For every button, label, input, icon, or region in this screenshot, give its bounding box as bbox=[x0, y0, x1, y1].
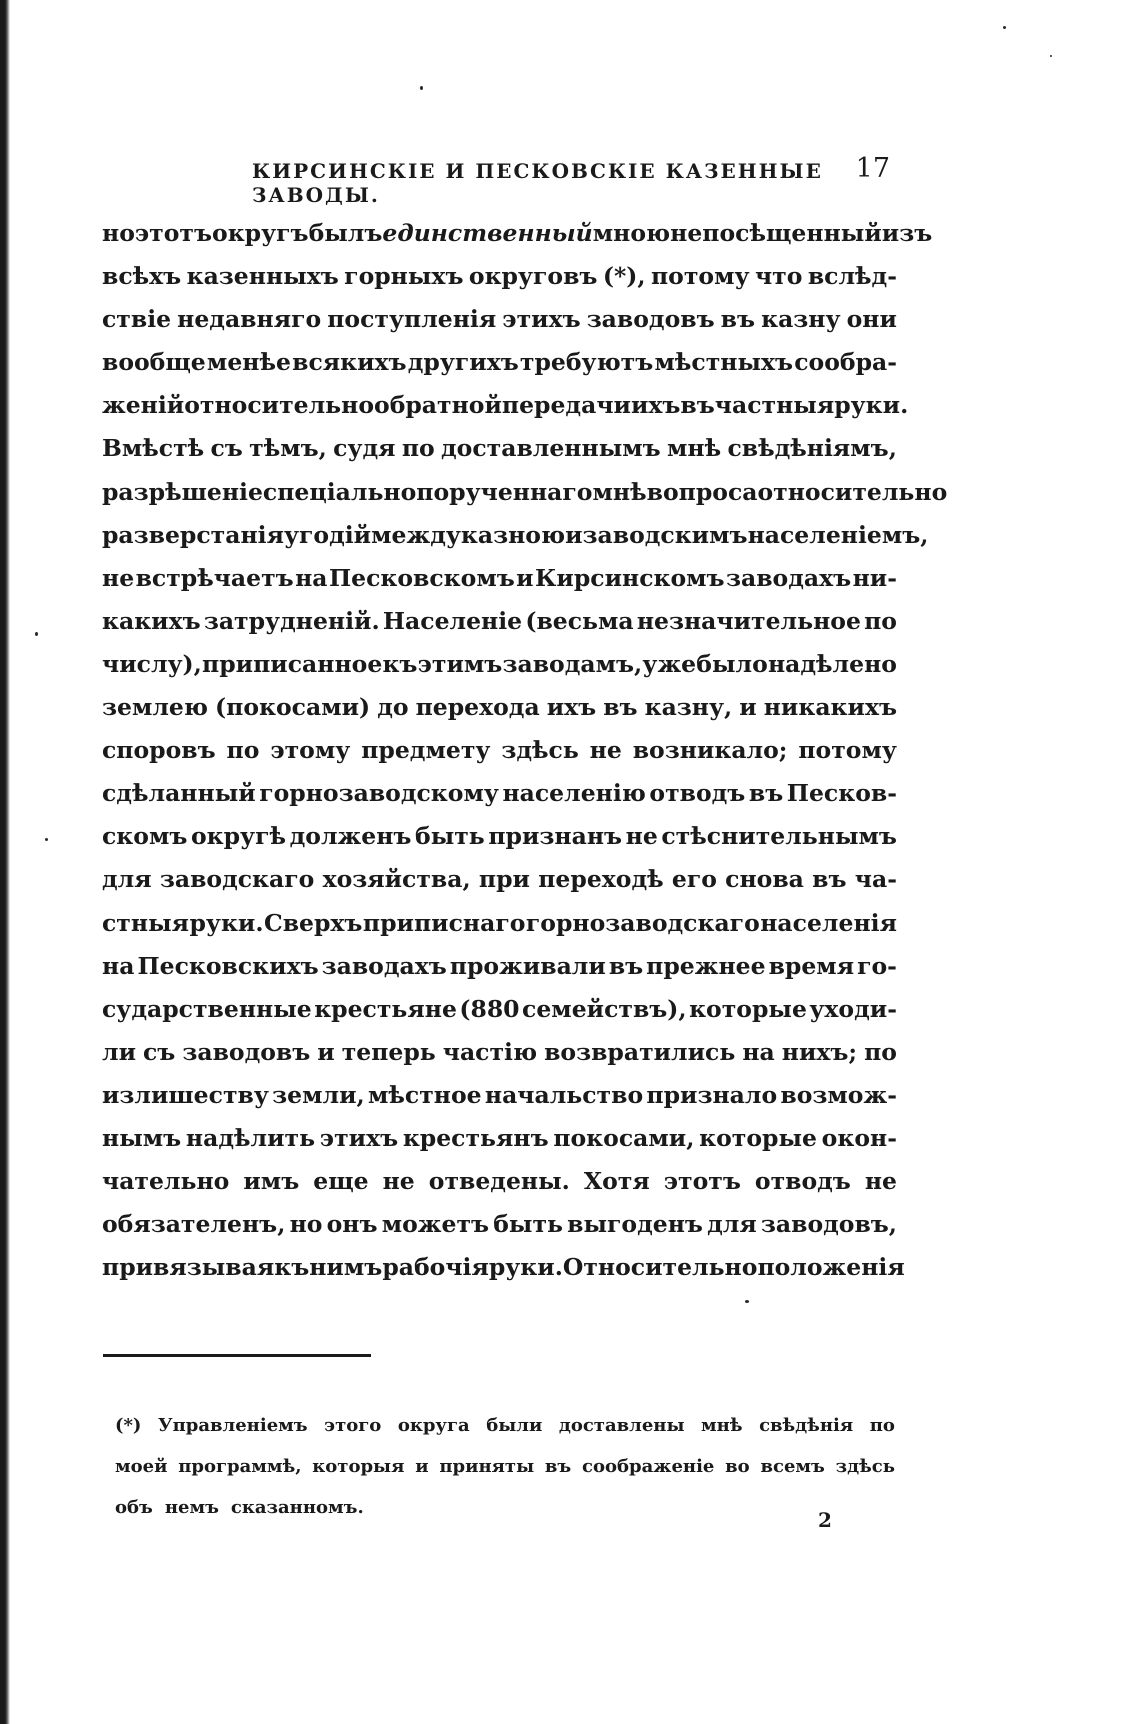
word: населенія bbox=[760, 908, 897, 937]
word: они bbox=[846, 305, 897, 334]
word: долженъ bbox=[289, 822, 412, 851]
word: порученнаго bbox=[416, 477, 593, 506]
word: въ bbox=[544, 1456, 572, 1477]
word: стѣснительнымъ bbox=[661, 822, 897, 851]
word: относительно bbox=[757, 477, 948, 506]
word: отводъ bbox=[754, 1167, 851, 1196]
word: къ bbox=[274, 1253, 310, 1282]
word: рабочія bbox=[382, 1253, 489, 1282]
word: къ bbox=[382, 649, 418, 678]
word: для bbox=[102, 865, 152, 894]
word: изъ bbox=[881, 219, 933, 247]
word: его bbox=[671, 865, 717, 894]
word: соображеніе bbox=[582, 1456, 715, 1477]
word: недавняго bbox=[177, 305, 322, 334]
word: сказанномъ. bbox=[230, 1497, 364, 1518]
word: въ bbox=[680, 391, 715, 420]
word: горныхъ bbox=[344, 262, 464, 291]
word: обратной bbox=[374, 391, 502, 420]
text-line bbox=[102, 729, 897, 772]
word: разрѣшеніе bbox=[102, 477, 263, 506]
word: (880 bbox=[459, 994, 520, 1023]
word: частныя bbox=[714, 391, 835, 420]
word: этихъ bbox=[502, 305, 581, 334]
word: чательно bbox=[102, 1167, 230, 1196]
word: заводамъ, bbox=[502, 649, 643, 678]
word: положенія bbox=[757, 1253, 905, 1282]
word: на bbox=[742, 1037, 775, 1066]
word: этотъ bbox=[134, 219, 213, 247]
word: моей bbox=[115, 1456, 168, 1477]
word: землею bbox=[102, 693, 208, 722]
word: на bbox=[295, 563, 328, 592]
word: нымъ bbox=[102, 1123, 182, 1152]
word: этому bbox=[270, 736, 351, 765]
word: споровъ bbox=[102, 736, 216, 765]
word: приняты bbox=[439, 1456, 535, 1477]
word: поступленія bbox=[327, 305, 497, 334]
word: встрѣчаетъ bbox=[135, 563, 294, 592]
word: скомъ bbox=[102, 822, 188, 851]
word: казну bbox=[761, 305, 841, 334]
word: что bbox=[754, 262, 803, 291]
word: округѣ bbox=[190, 822, 287, 851]
word: потому bbox=[798, 736, 897, 765]
text-line bbox=[102, 1031, 897, 1074]
word: населенію bbox=[502, 779, 646, 808]
word: руки. bbox=[488, 1253, 563, 1282]
word: никакихъ bbox=[763, 693, 897, 722]
word: заводахъ bbox=[726, 563, 852, 592]
word: единственный bbox=[382, 219, 593, 247]
footnote bbox=[115, 1405, 895, 1528]
word: передачи bbox=[501, 391, 631, 420]
word: Кирсинскомъ bbox=[535, 563, 725, 592]
word: уже bbox=[642, 649, 697, 678]
word: Вмѣстѣ bbox=[102, 434, 205, 463]
text-line bbox=[102, 1246, 905, 1289]
word: имъ bbox=[243, 1167, 300, 1196]
word: при bbox=[478, 865, 530, 894]
word: предмету bbox=[361, 736, 491, 765]
word: отводъ bbox=[649, 779, 746, 808]
word: съ bbox=[143, 1037, 176, 1066]
word: которые bbox=[699, 1123, 817, 1152]
word: Управленіемъ bbox=[158, 1415, 308, 1436]
word: Песков- bbox=[786, 779, 897, 808]
word: потому bbox=[650, 262, 750, 291]
signature-mark: 2 bbox=[818, 1508, 832, 1532]
text-line bbox=[102, 643, 897, 686]
word: мнѣ bbox=[667, 434, 722, 463]
word: признанъ bbox=[488, 822, 623, 851]
word: не bbox=[589, 736, 622, 765]
text-line bbox=[102, 557, 897, 600]
word: теперь bbox=[341, 1037, 436, 1066]
scan-speck bbox=[745, 1300, 749, 1303]
scan-speck bbox=[45, 838, 48, 841]
word: по bbox=[864, 1037, 897, 1066]
word: свѣдѣнія bbox=[759, 1415, 854, 1436]
word: надѣлено bbox=[767, 649, 897, 678]
footnote-rule bbox=[103, 1354, 371, 1357]
footnote-line bbox=[115, 1446, 895, 1487]
text-line bbox=[102, 514, 929, 557]
text-line bbox=[102, 858, 897, 901]
word: заводовъ bbox=[182, 1037, 311, 1066]
word: во bbox=[725, 1456, 750, 1477]
word: былъ bbox=[308, 219, 383, 247]
word: го- bbox=[857, 951, 897, 980]
word: спеціально bbox=[262, 477, 417, 506]
text-line bbox=[102, 341, 897, 384]
word: судя bbox=[333, 434, 396, 463]
word: по bbox=[869, 1415, 895, 1436]
word: мѣстное bbox=[367, 1080, 482, 1109]
word: округовъ bbox=[468, 262, 598, 291]
footnote-line bbox=[115, 1405, 895, 1446]
word: (*) bbox=[115, 1415, 142, 1436]
word: мѣстныхъ bbox=[654, 348, 794, 377]
word: не bbox=[625, 822, 658, 851]
word: немъ bbox=[164, 1497, 219, 1518]
word: можетъ bbox=[381, 1210, 490, 1239]
text-line bbox=[102, 298, 897, 341]
body-text bbox=[102, 212, 948, 1289]
word: горнозаводскому bbox=[259, 779, 499, 808]
word: сообра- bbox=[794, 348, 897, 377]
word: этого bbox=[324, 1415, 382, 1436]
word: здѣсь bbox=[501, 736, 579, 765]
word: возникало; bbox=[632, 736, 788, 765]
word: женій bbox=[102, 391, 185, 420]
word: населеніемъ, bbox=[747, 520, 929, 549]
word: заводахъ bbox=[321, 951, 447, 980]
word: для bbox=[707, 1210, 757, 1239]
word: ча- bbox=[854, 865, 897, 894]
word: тѣмъ, bbox=[249, 434, 327, 463]
word: которые bbox=[689, 994, 807, 1023]
word: перехода bbox=[415, 693, 540, 722]
word: заводскимъ bbox=[582, 520, 748, 549]
word: по bbox=[401, 434, 435, 463]
word: руки. bbox=[189, 908, 264, 937]
word: которыя bbox=[312, 1456, 405, 1477]
scan-speck bbox=[35, 632, 38, 636]
word: въ bbox=[720, 305, 756, 334]
text-line bbox=[102, 686, 897, 729]
word: всемъ bbox=[760, 1456, 825, 1477]
word: возмож- bbox=[780, 1080, 897, 1109]
word: казною bbox=[460, 520, 566, 549]
word: въ bbox=[748, 779, 784, 808]
word: этотъ bbox=[663, 1167, 741, 1196]
word: доставлены bbox=[558, 1415, 685, 1436]
word: хозяйства, bbox=[322, 865, 471, 894]
word: Населеніе bbox=[382, 606, 523, 635]
word: вообще bbox=[102, 348, 206, 377]
word: и bbox=[317, 1037, 335, 1066]
word: были bbox=[486, 1415, 543, 1436]
word: не bbox=[102, 563, 135, 592]
scan-speck bbox=[420, 86, 423, 90]
word: свѣдѣніямъ, bbox=[727, 434, 897, 463]
word: надѣлить bbox=[185, 1123, 316, 1152]
word: выгоденъ bbox=[567, 1210, 703, 1239]
word: казну, bbox=[644, 693, 733, 722]
word: незначительное bbox=[636, 606, 861, 635]
word: прежнее bbox=[646, 951, 766, 980]
word: менѣе bbox=[206, 348, 291, 377]
word: приписнаго bbox=[362, 908, 526, 937]
word: сдѣланный bbox=[102, 779, 256, 808]
text-line bbox=[102, 988, 897, 1031]
word: на bbox=[102, 951, 135, 980]
word: въ bbox=[603, 693, 638, 722]
scan-edge bbox=[0, 0, 10, 1724]
word: и bbox=[415, 1456, 429, 1477]
word: мнѣ bbox=[701, 1415, 743, 1436]
word: ихъ bbox=[630, 391, 681, 420]
word: ни- bbox=[852, 563, 897, 592]
scan-speck bbox=[1050, 55, 1052, 57]
word: ли bbox=[102, 1037, 136, 1066]
word: другихъ bbox=[407, 348, 519, 377]
word: относительно bbox=[184, 391, 375, 420]
word: Относительно bbox=[562, 1253, 758, 1282]
word: какихъ bbox=[102, 606, 201, 635]
word: еще bbox=[313, 1167, 369, 1196]
text-line bbox=[102, 945, 897, 988]
text-line bbox=[102, 427, 897, 470]
word: (весьма bbox=[525, 606, 634, 635]
word: между bbox=[371, 520, 461, 549]
word: программѣ, bbox=[178, 1456, 302, 1477]
word: возвратились bbox=[544, 1037, 736, 1066]
word: мнѣ bbox=[592, 477, 647, 506]
word: время bbox=[768, 951, 855, 980]
word: всѣхъ bbox=[102, 262, 182, 291]
word: и bbox=[739, 693, 757, 722]
word: быть bbox=[415, 822, 485, 851]
word: затрудненій. bbox=[203, 606, 380, 635]
word: частію bbox=[442, 1037, 538, 1066]
word: вслѣд- bbox=[807, 262, 897, 291]
word: по bbox=[226, 736, 260, 765]
word: признало bbox=[646, 1080, 778, 1109]
word: заводовъ, bbox=[760, 1210, 897, 1239]
word: окон- bbox=[821, 1123, 897, 1152]
word: стныя bbox=[102, 908, 189, 937]
word: нимъ bbox=[309, 1253, 383, 1282]
word: въ bbox=[608, 951, 644, 980]
word: Песковскомъ bbox=[328, 563, 515, 592]
text-line bbox=[102, 255, 897, 298]
word: но bbox=[289, 1210, 323, 1239]
word: но bbox=[102, 219, 135, 247]
word: ствіе bbox=[102, 305, 172, 334]
word: казенныхъ bbox=[186, 262, 339, 291]
text-line bbox=[102, 384, 909, 427]
scan-speck bbox=[1003, 26, 1006, 29]
word: до bbox=[377, 693, 409, 722]
text-line bbox=[102, 1117, 897, 1160]
page-number: 17 bbox=[855, 153, 890, 184]
text-line bbox=[102, 1203, 897, 1246]
word: сударственные bbox=[102, 994, 312, 1023]
word: заводовъ bbox=[586, 305, 715, 334]
word: этихъ bbox=[319, 1123, 399, 1152]
word: мною bbox=[592, 219, 671, 247]
word: (*), bbox=[602, 262, 646, 291]
word: доставленнымъ bbox=[441, 434, 661, 463]
word: Хотя bbox=[583, 1167, 650, 1196]
word: числу), bbox=[102, 649, 202, 678]
word: проживали bbox=[449, 951, 606, 980]
word: по bbox=[864, 606, 897, 635]
text-line bbox=[102, 212, 933, 255]
word: земли, bbox=[272, 1080, 365, 1109]
header-title: КИРСИНСКІЕ И ПЕСКОВСКІЕ КАЗЕННЫЕ ЗАВОДЫ. bbox=[252, 159, 823, 207]
word: отведены. bbox=[428, 1167, 570, 1196]
word: съ bbox=[210, 434, 243, 463]
text-line bbox=[102, 471, 948, 514]
word: въ bbox=[812, 865, 847, 894]
word: излишеству bbox=[102, 1080, 269, 1109]
word: переходѣ bbox=[538, 865, 664, 894]
word: нихъ; bbox=[781, 1037, 858, 1066]
word: привязывая bbox=[102, 1253, 275, 1282]
word: требуютъ bbox=[519, 348, 654, 377]
word: уходи- bbox=[809, 994, 897, 1023]
word: снова bbox=[725, 865, 804, 894]
word: онъ bbox=[326, 1210, 378, 1239]
word: здѣсь bbox=[835, 1456, 895, 1477]
word: посѣщенный bbox=[702, 219, 882, 247]
word: начальство bbox=[484, 1080, 644, 1109]
word: не bbox=[670, 219, 703, 247]
word: приписанное bbox=[202, 649, 383, 678]
text-line bbox=[102, 1160, 897, 1203]
word: ихъ bbox=[546, 693, 597, 722]
word: не bbox=[864, 1167, 897, 1196]
word: (покосами) bbox=[215, 693, 371, 722]
word: объ bbox=[115, 1497, 153, 1518]
word: крестьянъ bbox=[402, 1123, 549, 1152]
word: быть bbox=[493, 1210, 563, 1239]
footnote-line bbox=[115, 1487, 895, 1528]
word: заводскаго bbox=[159, 865, 315, 894]
word: было bbox=[696, 649, 768, 678]
text-line bbox=[102, 772, 897, 815]
word: семействъ), bbox=[522, 994, 687, 1023]
text-line bbox=[102, 1074, 897, 1117]
word: не bbox=[382, 1167, 415, 1196]
word: Сверхъ bbox=[264, 908, 363, 937]
word: крестьяне bbox=[314, 994, 457, 1023]
word: и bbox=[516, 563, 534, 592]
word: вопроса bbox=[646, 477, 758, 506]
text-line bbox=[102, 902, 897, 945]
word: и bbox=[565, 520, 583, 549]
word: разверстанія bbox=[102, 520, 284, 549]
word: Песковскихъ bbox=[137, 951, 319, 980]
word: угодій bbox=[283, 520, 372, 549]
word: обязателенъ, bbox=[102, 1210, 286, 1239]
word: всякихъ bbox=[292, 348, 407, 377]
word: этимъ bbox=[417, 649, 503, 678]
word: руки. bbox=[834, 391, 909, 420]
word: горнозаводскаго bbox=[525, 908, 760, 937]
running-header bbox=[160, 153, 900, 207]
word: покосами, bbox=[553, 1123, 695, 1152]
text-line bbox=[102, 815, 897, 858]
word: округъ bbox=[212, 219, 309, 247]
text-line bbox=[102, 600, 897, 643]
word: округа bbox=[397, 1415, 470, 1436]
